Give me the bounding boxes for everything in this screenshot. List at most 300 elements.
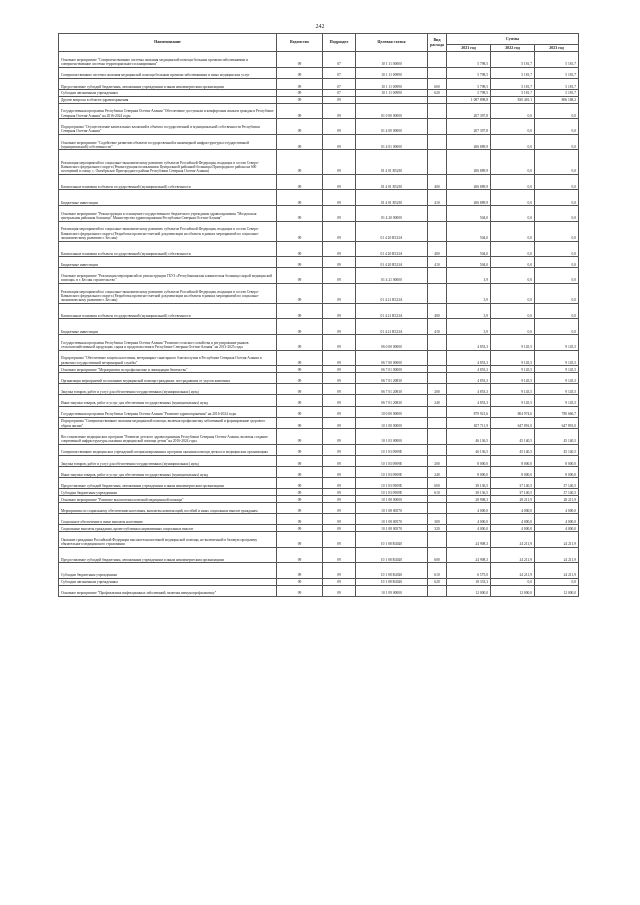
row-department: 09: [277, 319, 323, 335]
row-sum-2022: 0,0: [491, 221, 535, 241]
table-row: [59, 514, 579, 525]
row-subsection: 09: [323, 532, 356, 548]
row-department: 09: [277, 134, 323, 150]
row-sum-2023: 8 000,0: [535, 466, 579, 477]
row-department: 09: [277, 373, 323, 384]
row-target-article: 01 4 21 R523A: [356, 319, 428, 335]
row-subsection: 09: [323, 205, 356, 221]
header-department: Ведомство: [277, 34, 323, 52]
row-subsection: 09: [323, 417, 356, 428]
row-sum-2021: 6 575,0: [447, 563, 491, 579]
row-target-article: 10 1 11 00990: [356, 89, 428, 96]
row-department: 09: [277, 444, 323, 455]
row-subsection: 09: [323, 190, 356, 206]
row-expense-type: [428, 335, 447, 351]
row-subsection: 09: [323, 103, 356, 119]
row-target-article: 06 7 01 00000: [356, 366, 428, 373]
table-row: [59, 134, 579, 150]
row-sum-2023: 37 140,5: [535, 478, 579, 489]
row-target-article: 10 1 03 0909E: [356, 455, 428, 466]
row-sum-2023: 0,0: [535, 103, 579, 119]
row-sum-2022: 5 181,7: [491, 67, 535, 78]
row-target-article: 06 0 00 00000: [356, 335, 428, 351]
table-row: [59, 406, 579, 417]
row-sum-2023: 45 140,5: [535, 444, 579, 455]
row-expense-type: [428, 134, 447, 150]
row-expense-type: 400: [428, 174, 447, 190]
table-row: [59, 257, 579, 268]
row-target-article: [356, 96, 428, 103]
row-sum-2022: 9 145,5: [491, 366, 535, 373]
row-sum-2021: 3,9: [447, 268, 491, 284]
row-department: 09: [277, 67, 323, 78]
row-department: 09: [277, 366, 323, 373]
table-row: [59, 455, 579, 466]
row-subsection: 09: [323, 496, 356, 503]
row-department: 09: [277, 221, 323, 241]
row-sum-2021: 206 889,9: [447, 134, 491, 150]
row-subsection: 07: [323, 52, 356, 68]
row-name: Основное мероприятие "Совершенствование системы оказания медицинской помощи больным прочими заболеваниями и совершенствование системы территориального планирования": [59, 52, 277, 68]
row-name: Основное мероприятие "Содействие развитию объектов государственной и инженерной инфраструктуры государственной (муниципальной) собственности": [59, 134, 277, 150]
row-name: Основное мероприятие "Развитие высокотехнологичной медицинской помощи": [59, 496, 277, 503]
row-department: 09: [277, 502, 323, 513]
row-expense-type: 600: [428, 78, 447, 89]
row-expense-type: [428, 444, 447, 455]
row-subsection: 09: [323, 585, 356, 596]
row-name: Совершенствование медицинских учреждений специализированных программ оказания помощи детям и в медицинских организациях: [59, 444, 277, 455]
table-row: [59, 241, 579, 257]
row-sum-2022: 24 211,9: [491, 532, 535, 548]
row-target-article: 10 1 08 00000: [356, 496, 428, 503]
row-sum-2021: 4 853,3: [447, 366, 491, 373]
row-sum-2021: 4 853,3: [447, 373, 491, 384]
row-sum-2022: 37 140,5: [491, 478, 535, 489]
row-sum-2022: 0,0: [491, 578, 535, 585]
row-sum-2021: 206 889,9: [447, 150, 491, 174]
table-row: [59, 496, 579, 503]
row-expense-type: [428, 221, 447, 241]
row-name: Реализация мероприятий по социально-экономическому развитию субъектов Российской Федерации, входящих в состав Северо-Кавказского федерального округа (Реконструкция поликлиники Центральной районной больницы Пригородного района на 600 посещений в смену, с. Октябрьское Пригородного района Республики Северная Осетия-Алания): [59, 150, 277, 174]
row-name: Субсидии бюджетным учреждениям: [59, 489, 277, 496]
row-target-article: 10 1 08 R4020: [356, 547, 428, 563]
row-department: 09: [277, 406, 323, 417]
table-row: [59, 174, 579, 190]
row-name: Иные закупки товаров, работ и услуг для обеспечения государственных (муниципальных) нужд: [59, 466, 277, 477]
row-name: Закупка товаров, работ и услуг для обеспечения государственных (муниципальных) нужд: [59, 455, 277, 466]
row-sum-2021: 28 908,3: [447, 496, 491, 503]
row-target-article: 01 4 01 R5230: [356, 174, 428, 190]
row-sum-2023: 9 145,5: [535, 350, 579, 366]
row-sum-2021: 38 136,5: [447, 478, 491, 489]
row-sum-2021: 4 853,3: [447, 335, 491, 351]
row-name: Капитальные вложения в объекты государственной (муниципальной) собственности: [59, 241, 277, 257]
table-row: [59, 89, 579, 96]
row-sum-2023: 0,0: [535, 257, 579, 268]
row-name: Закупка товаров, работ и услуг для обеспечения государственных (муниципальных) нужд: [59, 384, 277, 395]
row-target-article: 06 7 01 20830: [356, 373, 428, 384]
row-subsection: 09: [323, 134, 356, 150]
row-sum-2021: 3,9: [447, 303, 491, 319]
row-sum-2021: 4 000,0: [447, 525, 491, 532]
row-sum-2023: 0,0: [535, 319, 579, 335]
row-subsection: 09: [323, 366, 356, 373]
row-department: 09: [277, 350, 323, 366]
row-subsection: 09: [323, 373, 356, 384]
row-sum-2021: 8 000,0: [447, 455, 491, 466]
row-sum-2021: 504,0: [447, 205, 491, 221]
row-target-article: 10 1 03 00000: [356, 429, 428, 445]
row-sum-2023: 0,0: [535, 268, 579, 284]
row-department: 09: [277, 466, 323, 477]
row-sum-2023: 12 000,0: [535, 585, 579, 596]
table-row: [59, 67, 579, 78]
row-sum-2021: 8 000,0: [447, 466, 491, 477]
row-subsection: 09: [323, 150, 356, 174]
row-department: 09: [277, 478, 323, 489]
row-sum-2022: 0,0: [491, 134, 535, 150]
row-sum-2023: 0,0: [535, 303, 579, 319]
row-expense-type: 620: [428, 89, 447, 96]
row-subsection: 09: [323, 384, 356, 395]
row-target-article: 06 7 01 20830: [356, 384, 428, 395]
row-target-article: 10 1 03 0909E: [356, 444, 428, 455]
row-sum-2021: 12 000,0: [447, 585, 491, 596]
row-name: Предоставление субсидий бюджетным, автономным учреждениям и иным некоммерческим организациям: [59, 547, 277, 563]
header-year-2022: 2022 год: [491, 45, 535, 52]
row-sum-2021: 207 397,8: [447, 119, 491, 135]
row-sum-2021: 657 711,9: [447, 417, 491, 428]
table-row: [59, 578, 579, 585]
table-row: [59, 221, 579, 241]
row-sum-2021: 4 853,3: [447, 350, 491, 366]
row-subsection: 09: [323, 578, 356, 585]
row-sum-2022: 0,0: [491, 150, 535, 174]
row-expense-type: 200: [428, 384, 447, 395]
row-target-article: 10 0 00 00000: [356, 406, 428, 417]
row-subsection: 09: [323, 319, 356, 335]
row-expense-type: [428, 373, 447, 384]
row-sum-2022: 24 211,9: [491, 547, 535, 563]
row-name: Основное мероприятие "Профилактика инфекционных заболеваний, включая иммунопрофилактику": [59, 585, 277, 596]
row-target-article: 10 1 03 0909E: [356, 478, 428, 489]
row-sum-2021: 4 000,0: [447, 514, 491, 525]
table-row: [59, 373, 579, 384]
row-subsection: 09: [323, 547, 356, 563]
row-name: Реализация мероприятий по социально-экономическому развитию субъектов Российской Федерации, входящих в состав Северо-Кавказского федерального округа (Разработка проектно-сметной документации на объекты в рамках мероприятий по социально-экономическому развитию г. Беслан): [59, 221, 277, 241]
row-name: Субсидии автономным учреждениям: [59, 578, 277, 585]
row-department: 09: [277, 489, 323, 496]
row-sum-2021: 5 798,5: [447, 52, 491, 68]
row-sum-2023: 9 145,5: [535, 366, 579, 373]
row-sum-2022: 804 974,6: [491, 406, 535, 417]
row-department: 09: [277, 268, 323, 284]
row-expense-type: 600: [428, 547, 447, 563]
row-name: Предоставление субсидий бюджетным, автономным учреждениям и иным некоммерческим организациям: [59, 78, 277, 89]
table-row: [59, 103, 579, 119]
row-subsection: 09: [323, 563, 356, 579]
header-year-2021: 2021 год: [447, 45, 491, 52]
header-year-2023: 2023 год: [535, 45, 579, 52]
row-name: Капитальные вложения в объекты государственной (муниципальной) собственности: [59, 303, 277, 319]
row-name: Субсидии автономным учреждениям: [59, 89, 277, 96]
row-expense-type: 610: [428, 563, 447, 579]
row-sum-2021: 3,9: [447, 319, 491, 335]
table-row: [59, 525, 579, 532]
row-subsection: 09: [323, 174, 356, 190]
row-target-article: 10 1 08 00570: [356, 514, 428, 525]
header-target-article: Целевая статья: [356, 34, 428, 52]
table-row: [59, 190, 579, 206]
row-expense-type: 400: [428, 303, 447, 319]
row-sum-2021: 24 908,3: [447, 532, 491, 548]
row-sum-2022: 0,0: [491, 283, 535, 303]
row-sum-2022: 24 211,9: [491, 563, 535, 579]
row-department: 09: [277, 496, 323, 503]
table-row: [59, 268, 579, 284]
table-row: [59, 303, 579, 319]
row-expense-type: [428, 406, 447, 417]
row-target-article: 01 4 00 00000: [356, 119, 428, 135]
row-expense-type: [428, 532, 447, 548]
row-target-article: 10 1 00 00000: [356, 417, 428, 428]
row-expense-type: [428, 417, 447, 428]
row-name: Социальные выплаты гражданам, кроме публичных нормативных социальных выплат: [59, 525, 277, 532]
row-expense-type: 400: [428, 241, 447, 257]
row-target-article: 01 4 20 00000: [356, 205, 428, 221]
row-expense-type: [428, 502, 447, 513]
page-number: 242: [315, 24, 325, 30]
table-row: [59, 585, 579, 596]
row-name: Совершенствование системы оказания медицинской помощи больным прочими заболеваниями и иных медицинских услуг: [59, 67, 277, 78]
row-name: Субсидии бюджетным учреждениям: [59, 563, 277, 579]
row-sum-2022: 9 145,5: [491, 384, 535, 395]
row-sum-2021: 5 798,5: [447, 89, 491, 96]
row-sum-2023: 0,0: [535, 134, 579, 150]
row-name: Восстановление медицинских программ "Развитие детского здравоохранения Республики Северная Осетия-Алания, включая создание современной инфраструктуры оказания медицинской помощи детям" на 2016-2024 годы: [59, 429, 277, 445]
row-sum-2022: 9 145,5: [491, 373, 535, 384]
table-row: [59, 384, 579, 395]
row-subsection: 09: [323, 466, 356, 477]
row-name: Государственная программа Республики Северная Осетия-Алания "Развитие здравоохранения" на 2016-2024 годы: [59, 406, 277, 417]
row-expense-type: [428, 283, 447, 303]
row-expense-type: [428, 366, 447, 373]
row-name: Бюджетные инвестиции: [59, 319, 277, 335]
row-subsection: 09: [323, 429, 356, 445]
row-expense-type: 410: [428, 319, 447, 335]
row-sum-2023: 5 181,7: [535, 89, 579, 96]
row-sum-2021: 206 889,9: [447, 190, 491, 206]
row-name: Другие вопросы в области здравоохранения: [59, 96, 277, 103]
row-expense-type: [428, 429, 447, 445]
row-department: 09: [277, 190, 323, 206]
row-sum-2023: 0,0: [535, 283, 579, 303]
row-subsection: 09: [323, 406, 356, 417]
row-sum-2022: 0,0: [491, 319, 535, 335]
row-target-article: 10 1 08 R4020: [356, 532, 428, 548]
row-target-article: 01 0 00 00000: [356, 103, 428, 119]
row-department: 09: [277, 78, 323, 89]
row-target-article: 01 4 21 00000: [356, 268, 428, 284]
row-target-article: 10 1 11 00990: [356, 78, 428, 89]
row-expense-type: [428, 585, 447, 596]
row-sum-2022: 8 000,0: [491, 466, 535, 477]
row-name: Предоставление субсидий бюджетным, автономным учреждениям и иным некоммерческим организациям: [59, 478, 277, 489]
row-expense-type: [428, 150, 447, 174]
row-sum-2023: 0,0: [535, 221, 579, 241]
header-name: Наименование: [59, 34, 277, 52]
row-expense-type: [428, 496, 447, 503]
header-sums: Суммы: [447, 34, 579, 45]
row-target-article: 01 4 01 00000: [356, 134, 428, 150]
row-sum-2023: 0,0: [535, 150, 579, 174]
row-target-article: 10 1 03 0909E: [356, 466, 428, 477]
row-target-article: 10 1 09 00000: [356, 585, 428, 596]
row-department: 09: [277, 335, 323, 351]
row-subsection: 09: [323, 221, 356, 241]
row-sum-2022: 45 140,5: [491, 429, 535, 445]
row-subsection: 09: [323, 502, 356, 513]
row-department: 09: [277, 563, 323, 579]
row-sum-2022: 647 891,0: [491, 417, 535, 428]
row-department: 09: [277, 150, 323, 174]
row-sum-2022: 0,0: [491, 241, 535, 257]
row-department: 09: [277, 52, 323, 68]
row-expense-type: [428, 96, 447, 103]
row-sum-2023: 28 211,9: [535, 496, 579, 503]
row-expense-type: 240: [428, 466, 447, 477]
row-sum-2021: 4 000,0: [447, 502, 491, 513]
table-body: [59, 52, 579, 597]
row-subsection: 09: [323, 489, 356, 496]
row-name: Оказание гражданам Российской Федерации высокотехнологичной медицинской помощи, не включенной в базовую программу обязательного медицинского страхования: [59, 532, 277, 548]
row-sum-2022: 0,0: [491, 174, 535, 190]
budget-table: [58, 33, 579, 597]
row-department: 09: [277, 532, 323, 548]
row-sum-2023: 780 666,7: [535, 406, 579, 417]
row-sum-2022: 9 145,5: [491, 335, 535, 351]
row-target-article: 10 1 08 00570: [356, 502, 428, 513]
row-sum-2023: 4 000,0: [535, 525, 579, 532]
table-row: [59, 350, 579, 366]
row-department: 09: [277, 205, 323, 221]
table-row: [59, 429, 579, 445]
row-target-article: 01 4 01 R5230: [356, 150, 428, 174]
row-sum-2022: 0,0: [491, 190, 535, 206]
row-sum-2023: 4 000,0: [535, 514, 579, 525]
row-target-article: 01 4 20 R523A: [356, 257, 428, 268]
row-expense-type: 300: [428, 514, 447, 525]
row-sum-2022: 830 481,1: [491, 96, 535, 103]
row-sum-2023: 8 000,0: [535, 455, 579, 466]
row-department: 09: [277, 547, 323, 563]
row-expense-type: [428, 103, 447, 119]
row-target-article: 01 4 01 R5230: [356, 190, 428, 206]
row-expense-type: 620: [428, 578, 447, 585]
row-name: Бюджетные инвестиции: [59, 190, 277, 206]
table-row: [59, 78, 579, 89]
row-name: Подпрограмма "Совершенствование оказания медицинской помощи, включая профилактику заболеваний и формирование здорового образа жизни": [59, 417, 277, 428]
row-sum-2021: 504,0: [447, 221, 491, 241]
row-name: Подпрограмма "Осуществление капитальных вложений в объекты государственной и муниципальной собственности Республики Северная Осетия-Алания": [59, 119, 277, 135]
row-subsection: 09: [323, 257, 356, 268]
row-sum-2021: 5 798,5: [447, 67, 491, 78]
row-name: Подпрограмма "Обеспечение защиты населения, ветеринарно-санитарного благополучия в Республике Северная Осетия-Алания и развития государственной ветеринарной службы": [59, 350, 277, 366]
row-name: Государственная программа Республики Северная Осетия-Алания "Обеспечение доступным и комфортным жильем граждан в Республике Северная Осетия-Алания" на 2016-2024 годы: [59, 103, 277, 119]
table-row: [59, 52, 579, 68]
row-expense-type: 600: [428, 478, 447, 489]
row-sum-2023: 37 140,5: [535, 489, 579, 496]
row-sum-2022: 45 140,5: [491, 444, 535, 455]
row-department: 09: [277, 89, 323, 96]
row-sum-2022: 4 000,0: [491, 525, 535, 532]
table-row: [59, 150, 579, 174]
row-department: 09: [277, 395, 323, 406]
row-sum-2022: 0,0: [491, 119, 535, 135]
row-sum-2023: 5 181,7: [535, 67, 579, 78]
row-department: 09: [277, 103, 323, 119]
row-sum-2022: 0,0: [491, 103, 535, 119]
row-sum-2021: 4 853,3: [447, 395, 491, 406]
row-sum-2023: 647 891,0: [535, 417, 579, 428]
row-department: 09: [277, 429, 323, 445]
row-department: 09: [277, 303, 323, 319]
row-subsection: 09: [323, 268, 356, 284]
row-expense-type: 610: [428, 489, 447, 496]
row-subsection: 09: [323, 241, 356, 257]
row-name: Социальное обеспечение и иные выплаты населению: [59, 514, 277, 525]
row-sum-2022: 9 145,5: [491, 350, 535, 366]
row-sum-2023: 0,0: [535, 119, 579, 135]
row-expense-type: 410: [428, 190, 447, 206]
row-sum-2023: 4 000,0: [535, 502, 579, 513]
row-sum-2023: 5 181,7: [535, 78, 579, 89]
table-row: [59, 466, 579, 477]
row-department: 09: [277, 257, 323, 268]
row-department: 09: [277, 119, 323, 135]
row-department: 09: [277, 525, 323, 532]
row-sum-2023: 0,0: [535, 578, 579, 585]
row-sum-2022: 5 181,7: [491, 89, 535, 96]
table-row: [59, 417, 579, 428]
row-subsection: 09: [323, 525, 356, 532]
row-sum-2022: 5 181,7: [491, 78, 535, 89]
table-row: [59, 205, 579, 221]
table-row: [59, 478, 579, 489]
row-sum-2023: 9 145,5: [535, 395, 579, 406]
table-row: [59, 283, 579, 303]
row-target-article: 06 7 00 00000: [356, 350, 428, 366]
row-name: Капитальные вложения в объекты государственной (муниципальной) собственности: [59, 174, 277, 190]
row-name: Государственная программа Республики Северная Осетия-Алания "Развитие сельского хозяйства и регулирование рынков сельскохозяйственной продукции, сырья и продовольствия в Республике Северная Осетия-Алания" на 2013-2025 годы: [59, 335, 277, 351]
table-row: [59, 489, 579, 496]
row-department: 09: [277, 96, 323, 103]
row-target-article: 10 1 03 0909E: [356, 489, 428, 496]
row-sum-2023: 0,0: [535, 174, 579, 190]
row-department: 09: [277, 283, 323, 303]
row-subsection: 09: [323, 444, 356, 455]
row-sum-2023: 806 168,2: [535, 96, 579, 103]
row-expense-type: 410: [428, 257, 447, 268]
row-target-article: 01 4 20 R523A: [356, 241, 428, 257]
row-sum-2021: 38 136,5: [447, 489, 491, 496]
row-subsection: 09: [323, 303, 356, 319]
row-expense-type: [428, 119, 447, 135]
row-name: Мероприятия по социальному обеспечению населения, выплатам компенсаций, пособий и иных социальных выплат гражданам: [59, 502, 277, 513]
row-subsection: 09: [323, 96, 356, 103]
row-target-article: 01 4 20 R523A: [356, 221, 428, 241]
row-target-article: 01 4 21 R523A: [356, 303, 428, 319]
